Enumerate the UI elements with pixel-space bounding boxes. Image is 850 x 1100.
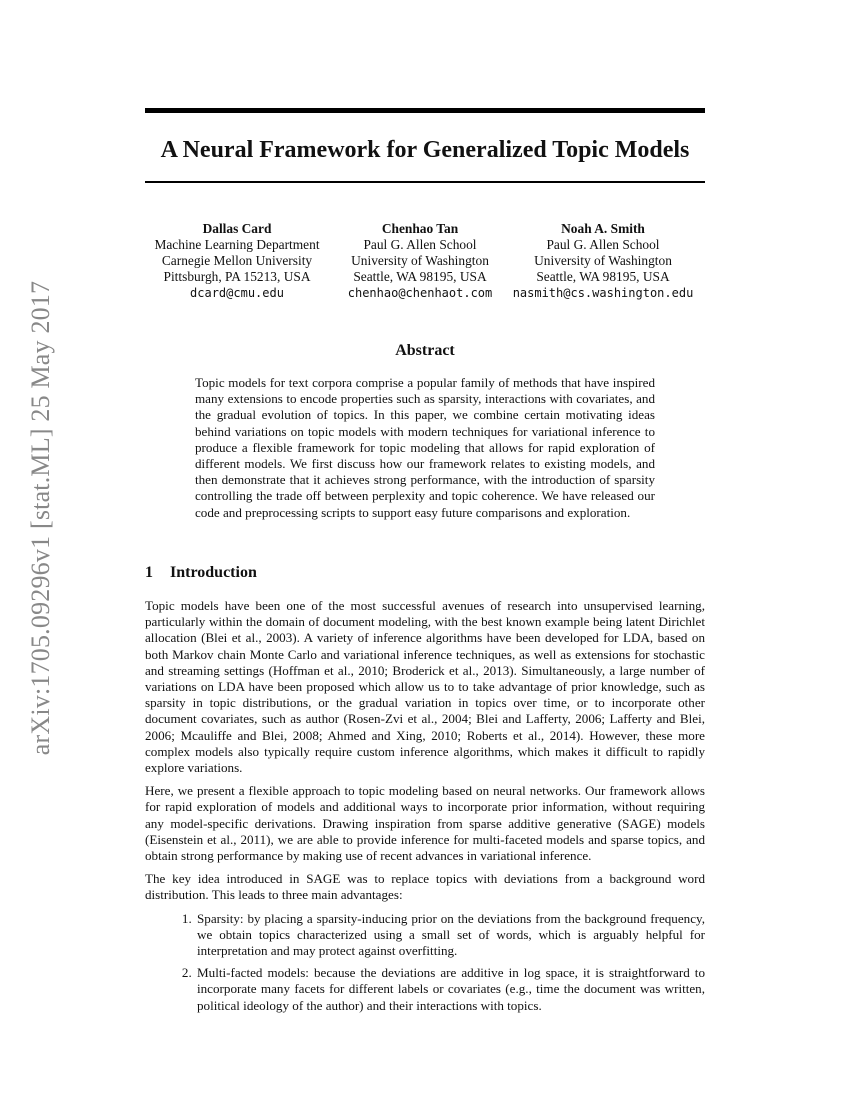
author-card-tan (320, 221, 520, 301)
author-affiliation-line: University of Washington (351, 253, 489, 268)
paper-title: A Neural Framework for Generalized Topic Models (160, 137, 690, 163)
author-affiliation-line: Seattle, WA 98195, USA (353, 269, 487, 284)
author-affiliation-line: Machine Learning Department (154, 237, 320, 252)
author-card-card (137, 221, 337, 301)
abstract-heading: Abstract (395, 342, 455, 359)
body-paragraph: Topic models have been one of the most successful avenues of research into unsupervised learning, particularly within the domain of document modeling, with the best known example being latent Dirichlet allocation (Blei et al., 2003). A variety of inference algorithms have been developed for LDA, based on both Markov chain Monte Carlo and variational inference techniques, as well as extensions for stochastic and streaming settings (Hoffman et al., 2010; Broderick et al., 2013). Simultaneously, a large number of variations on LDA have been proposed which allow us to to take advantage of prior knowledge, such as sparsity in topic distributions, or the gradual variation in topics over time, or to incorporate other document covariates, such as author (Rosen-Zvi et al., 2004; Blei and Lafferty, 2006; Lafferty and Blei, 2006; Mcauliffe and Blei, 2008; Ahmed and Xing, 2010; Roberts et al., 2014). However, these more complex models also typically require custom inference algorithms, which makes it difficult to rapidly explore variations. (145, 598, 705, 776)
author-name: Dallas Card (202, 221, 272, 236)
author-affiliation-line: University of Washington (534, 253, 672, 268)
author-email: chenhao@chenhaot.com (347, 286, 493, 300)
abstract-text: Topic models for text corpora comprise a popular family of methods that have inspired many extensions to encode properties such as sparsity, interactions with covariates, and the gradual evolution of topics. In this paper, we combine certain motivating ideas behind variations on topic models with modern techniques for variational inference to produce a flexible framework for topic modeling that allows for rapid exploration of different models. We first discuss how our framework relates to existing models, and then demonstrate that it achieves strong performance, with the introduction of sparsity controlling the trade off between perplexity and topic coherence. We have released our code and preprocessing scripts to support easy future comparisons and exploration. (195, 375, 655, 520)
section-number: 1 (145, 564, 153, 581)
arxiv-identifier-stamp: arXiv:1705.09296v1 [stat.ML] 25 May 2017 (26, 280, 55, 756)
author-card-smith (503, 221, 703, 301)
section-heading (145, 564, 257, 582)
title-rule-bottom (145, 181, 705, 183)
list-item: 1. Sparsity: by placing a sparsity-inducing prior on the deviations from the background frequency, we obtain topics characterized using a small set of words, which is arguably helpful for interpretation and may protect against overfitting. (195, 911, 705, 960)
title-rule-top (145, 108, 705, 113)
author-affiliation-line: Carnegie Mellon University (161, 253, 313, 268)
author-name: Chenhao Tan (381, 221, 459, 236)
section-title: Introduction (170, 564, 257, 581)
author-affiliation-line: Pittsburgh, PA 15213, USA (163, 269, 311, 284)
author-affiliation-line: Paul G. Allen School (363, 237, 477, 252)
author-affiliation-line: Paul G. Allen School (546, 237, 660, 252)
author-email: dcard@cmu.edu (190, 286, 284, 300)
body-paragraph: Here, we present a flexible approach to topic modeling based on neural networks. Our framework allows for rapid exploration of models and additional ways to incorporate prior information, without requiring any model-specific derivations. Drawing inspiration from sparse additive generative (SAGE) models (Eisenstein et al., 2011), we are able to provide inference for multi-faceted models and sparse topics, and obtain strong performance by making use of recent advances in variational inference. (145, 783, 705, 864)
list-item: 2. Multi-facted models: because the deviations are additive in log space, it is straightforward to incorporate many facets for different labels or covariates (e.g., time the document was written, political ideology of the author) and their interactions with topics. (195, 965, 705, 1014)
body-paragraph: The key idea introduced in SAGE was to replace topics with deviations from a background word distribution. This leads to three main advantages: (145, 871, 705, 903)
advantages-list (145, 911, 705, 1014)
author-affiliation-line: Seattle, WA 98195, USA (536, 269, 670, 284)
author-email: nasmith@cs.washington.edu (512, 286, 694, 300)
author-name: Noah A. Smith (561, 221, 645, 236)
body-text (145, 598, 705, 1020)
